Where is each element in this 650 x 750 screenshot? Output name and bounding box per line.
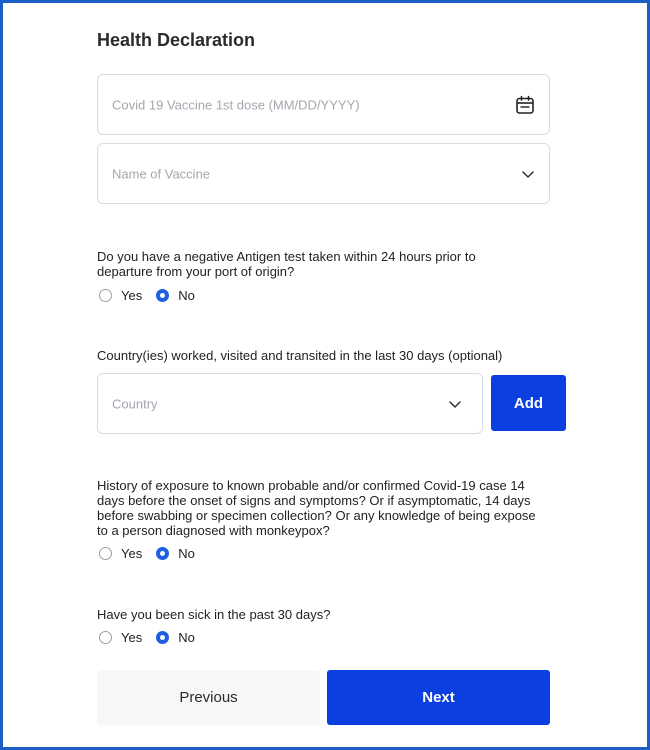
exposure-yes-label: Yes xyxy=(121,546,143,561)
exposure-no-option[interactable] xyxy=(156,546,195,561)
vaccine-date-placeholder: Covid 19 Vaccine 1st dose (MM/DD/YYYY) xyxy=(112,97,360,112)
sick-yes-radio[interactable] xyxy=(99,631,112,644)
exposure-no-label: No xyxy=(178,546,195,561)
vaccine-name-placeholder: Name of Vaccine xyxy=(112,166,211,181)
sick-radio-group xyxy=(99,630,209,645)
sick-yes-label: Yes xyxy=(121,630,143,645)
exposure-no-radio[interactable] xyxy=(156,547,169,560)
exposure-yes-radio[interactable] xyxy=(99,547,112,560)
vaccine-name-select[interactable] xyxy=(97,143,550,204)
country-select[interactable] xyxy=(97,373,483,434)
antigen-yes-option[interactable] xyxy=(99,288,142,303)
calendar-icon[interactable] xyxy=(515,95,535,115)
page-title: Health Declaration xyxy=(97,30,256,50)
next-button[interactable]: Next xyxy=(327,670,550,725)
sick-no-option[interactable] xyxy=(156,630,195,645)
add-country-button[interactable]: Add xyxy=(491,375,566,431)
antigen-radio-group xyxy=(99,288,209,303)
chevron-down-icon xyxy=(448,399,462,409)
vaccine-date-field[interactable] xyxy=(97,74,550,135)
antigen-no-option[interactable] xyxy=(156,288,195,303)
chevron-down-icon xyxy=(521,169,535,179)
antigen-no-radio[interactable] xyxy=(156,289,169,302)
antigen-yes-label: Yes xyxy=(121,288,143,303)
antigen-yes-radio[interactable] xyxy=(99,289,112,302)
sick-question: Have you been sick in the past 30 days? xyxy=(97,607,331,622)
exposure-question: History of exposure to known probable and/or confirmed Covid-19 case 14 days before the onset of signs and symptoms? Or if asymptomatic, 14 days before swabbing or specimen collection? Or any knowledge of being expose to a person diagnosed with monkeypox? xyxy=(97,478,536,538)
country-placeholder: Country xyxy=(112,396,158,411)
antigen-no-label: No xyxy=(178,288,195,303)
previous-button[interactable]: Previous xyxy=(97,670,320,725)
exposure-radio-group xyxy=(99,546,209,561)
countries-label: Country(ies) worked, visited and transited in the last 30 days (optional) xyxy=(97,348,503,363)
antigen-question: Do you have a negative Antigen test taken within 24 hours prior to departure from your port of origin? xyxy=(97,249,476,279)
exposure-yes-option[interactable] xyxy=(99,546,142,561)
sick-yes-option[interactable] xyxy=(99,630,142,645)
sick-no-radio[interactable] xyxy=(156,631,169,644)
sick-no-label: No xyxy=(178,630,195,645)
